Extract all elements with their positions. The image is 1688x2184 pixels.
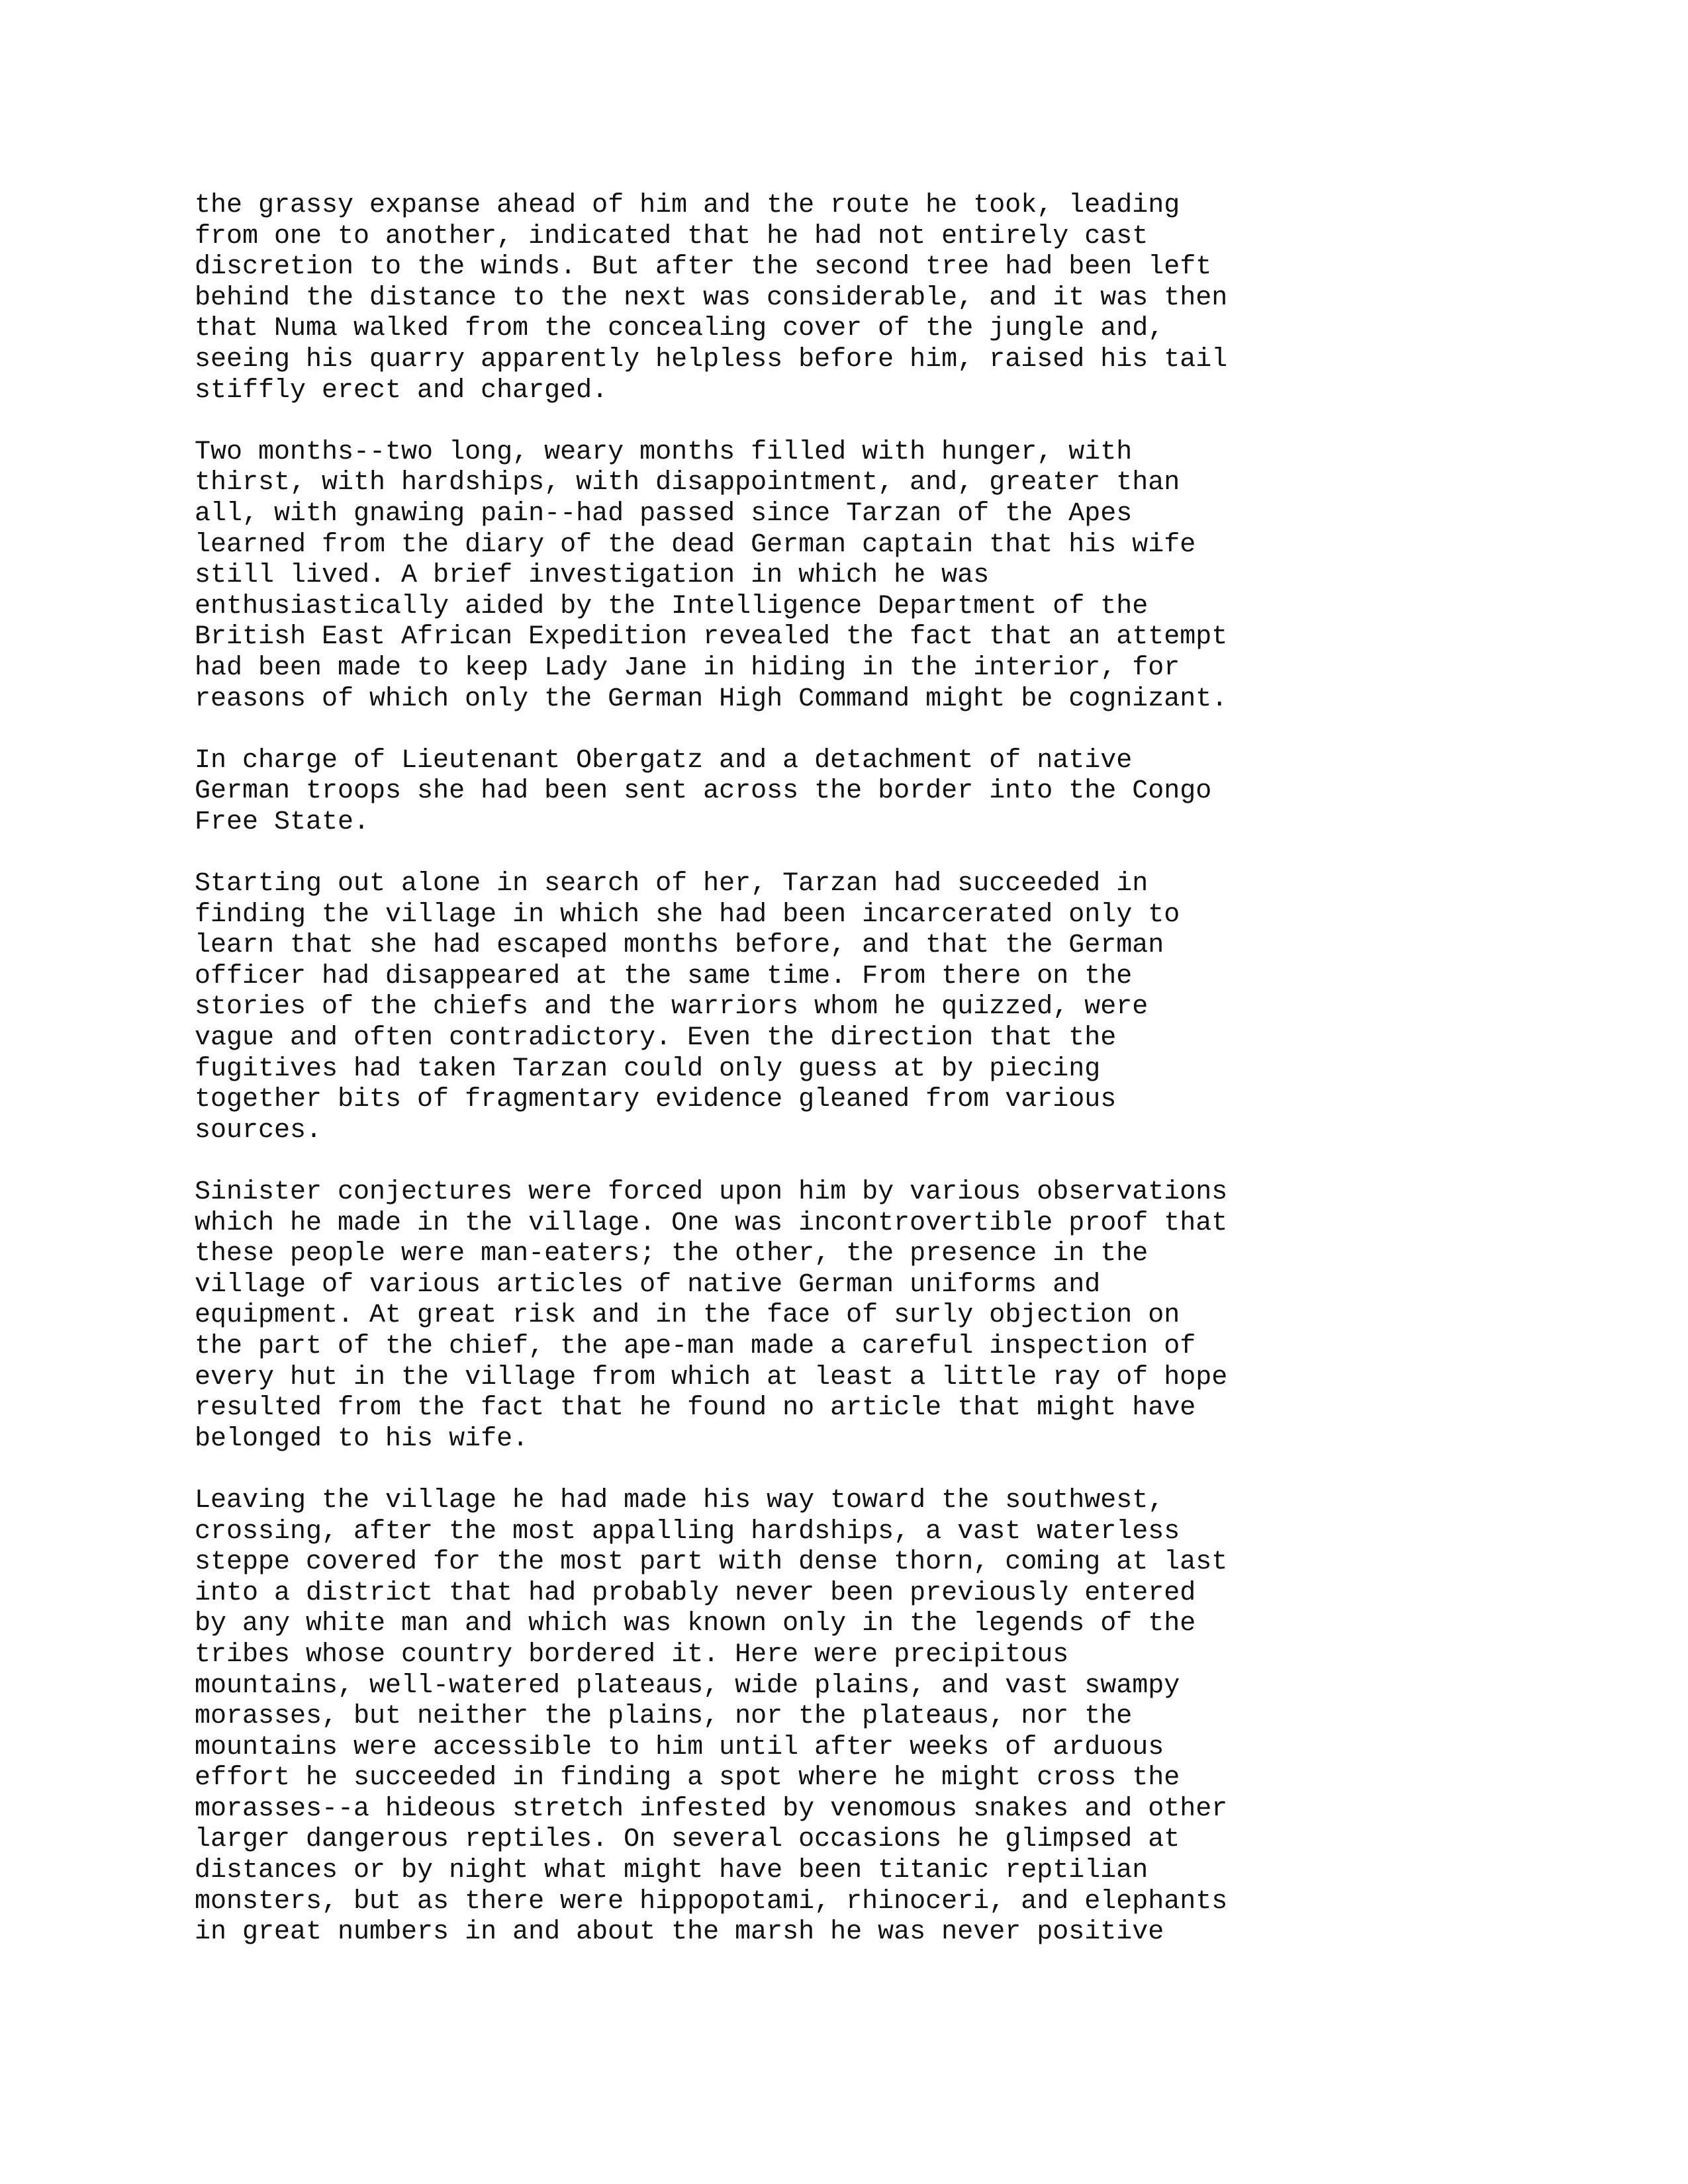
- text-line: by any white man and which was known only in the legends of the: [195, 1609, 1196, 1639]
- text-line: that Numa walked from the concealing cover of the jungle and,: [195, 314, 1164, 344]
- text-line: morasses, but neither the plains, nor the plateaus, nor the: [195, 1702, 1133, 1732]
- text-line: finding the village in which she had been incarcerated only to: [195, 899, 1180, 930]
- text-line: still lived. A brief investigation in which he was: [195, 561, 990, 591]
- text-line: every hut in the village from which at least a little ray of hope: [195, 1362, 1228, 1392]
- paragraph: [195, 746, 1638, 839]
- text-line: together bits of fragmentary evidence gleaned from various: [195, 1085, 1117, 1115]
- text-line: discretion to the winds. But after the second tree had been left: [195, 252, 1212, 283]
- text-line: fugitives had taken Tarzan could only guess at by piecing: [195, 1054, 1101, 1084]
- text-line: Two months--two long, weary months filled with hunger, with: [195, 437, 1133, 467]
- text-line: effort he succeeded in finding a spot where he might cross the: [195, 1763, 1180, 1794]
- text-line: belonged to his wife.: [195, 1424, 529, 1454]
- text-line: had been made to keep Lady Jane in hiding in the interior, for: [195, 653, 1180, 683]
- text-line: stiffly erect and charged.: [195, 375, 608, 406]
- text-line: Free State.: [195, 807, 370, 837]
- paragraph: [195, 437, 1638, 715]
- text-line: larger dangerous reptiles. On several occasions he glimpsed at: [195, 1825, 1180, 1855]
- text-line: crossing, after the most appalling hardships, a vast waterless: [195, 1516, 1180, 1547]
- text-line: mountains were accessible to him until after weeks of arduous: [195, 1732, 1164, 1762]
- text-line: village of various articles of native German uniforms and: [195, 1269, 1101, 1300]
- text-line: learn that she had escaped months before, and that the German: [195, 931, 1164, 961]
- text-line: these people were man-eaters; the other, the presence in the: [195, 1239, 1149, 1269]
- body-text: [195, 191, 1638, 1979]
- paragraph: [195, 1486, 1638, 1948]
- text-line: all, with gnawing pain--had passed since Tarzan of the Apes: [195, 498, 1133, 529]
- text-line: British East African Expedition revealed the fact that an attempt: [195, 622, 1228, 653]
- text-line: in great numbers in and about the marsh he was never positive: [195, 1917, 1164, 1948]
- text-line: into a district that had probably never been previously entered: [195, 1578, 1196, 1608]
- text-line: steppe covered for the most part with dense thorn, coming at last: [195, 1547, 1228, 1578]
- paragraph: [195, 869, 1638, 1146]
- text-line: Starting out alone in search of her, Tarzan had succeeded in: [195, 869, 1149, 899]
- text-line: tribes whose country bordered it. Here were precipitous: [195, 1639, 1069, 1670]
- text-line: officer had disappeared at the same time. From there on the: [195, 961, 1133, 991]
- text-line: the part of the chief, the ape-man made a careful inspection of: [195, 1331, 1196, 1361]
- text-line: enthusiastically aided by the Intelligence Department of the: [195, 591, 1149, 621]
- text-line: seeing his quarry apparently helpless before him, raised his tail: [195, 344, 1228, 375]
- paragraph: [195, 1177, 1638, 1455]
- text-line: vague and often contradictory. Even the direction that the: [195, 1023, 1117, 1054]
- text-line: distances or by night what might have been titanic reptilian: [195, 1856, 1149, 1886]
- text-line: Leaving the village he had made his way toward the southwest,: [195, 1485, 1164, 1516]
- paragraph: [195, 191, 1638, 406]
- text-line: In charge of Lieutenant Obergatz and a detachment of native: [195, 745, 1133, 776]
- text-line: reasons of which only the German High Command might be cognizant.: [195, 684, 1228, 714]
- text-line: the grassy expanse ahead of him and the route he took, leading: [195, 191, 1180, 220]
- text-line: Sinister conjectures were forced upon him by various observations: [195, 1177, 1228, 1207]
- text-line: morasses--a hideous stretch infested by venomous snakes and other: [195, 1794, 1228, 1824]
- text-line: thirst, with hardships, with disappointment, and, greater than: [195, 468, 1180, 498]
- text-line: learned from the diary of the dead German captain that his wife: [195, 529, 1196, 560]
- text-line: behind the distance to the next was considerable, and it was then: [195, 283, 1228, 313]
- text-line: resulted from the fact that he found no article that might have: [195, 1393, 1196, 1424]
- text-line: stories of the chiefs and the warriors whom he quizzed, were: [195, 992, 1149, 1023]
- text-line: German troops she had been sent across the border into the Congo: [195, 776, 1212, 807]
- text-line: mountains, well-watered plateaus, wide plains, and vast swampy: [195, 1670, 1180, 1701]
- text-line: equipment. At great risk and in the face of surly objection on: [195, 1300, 1180, 1331]
- text-line: from one to another, indicated that he had not entirely cast: [195, 221, 1149, 251]
- text-line: sources.: [195, 1115, 322, 1146]
- text-line: monsters, but as there were hippopotami, rhinoceri, and elephants: [195, 1886, 1228, 1917]
- text-line: which he made in the village. One was incontrovertible proof that: [195, 1208, 1228, 1238]
